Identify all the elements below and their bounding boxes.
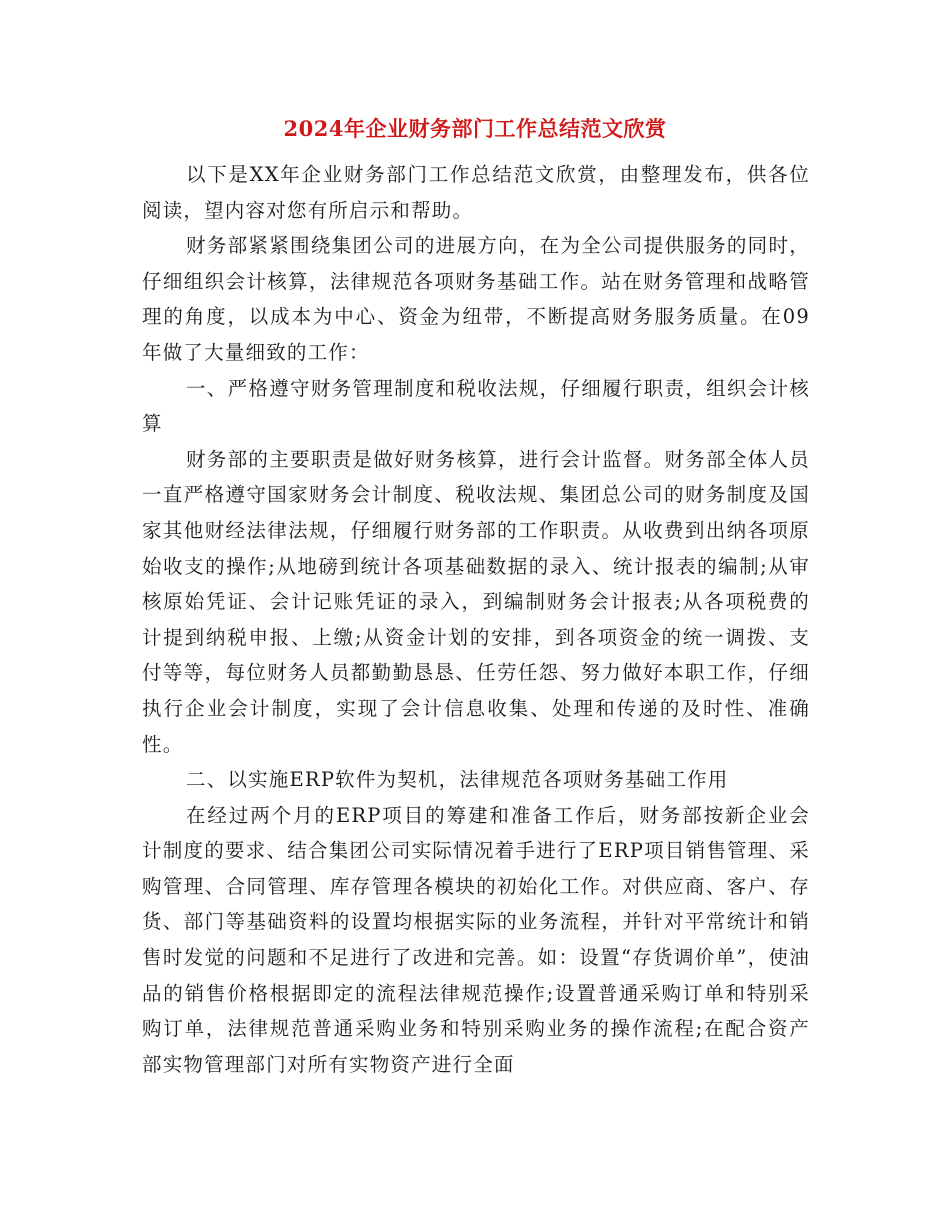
paragraph-overview: 财务部紧紧围绕集团公司的进展方向，在为全公司提供服务的同时，仔细组织会计核算，法律规范各项财务基础工作。站在财务管理和战略管理的角度，以成本为中心、资金为纽带，不断提高财务服务质量。在09年做了大量细致的工作：: [142, 234, 810, 364]
section-heading-1: 一、严格遵守财务管理制度和税收法规，仔细履行职责，组织会计核算: [142, 376, 810, 436]
document-title: 2024年企业财务部门工作总结范文欣赏: [283, 116, 667, 141]
paragraph-section-2: 在经过两个月的ERP项目的筹建和准备工作后，财务部按新企业会计制度的要求、结合集团公司实际情况着手进行了ERP项目销售管理、采购管理、合同管理、库存管理各模块的初始化工作。对供应商、客户、存货、部门等基础资料的设置均根据实际的业务流程，并针对平常统计和销售时发觉的问题和不足进行了改进和完善。如：设置“存货调价单”，使油品的销售价格根据即定的流程法律规范操作;设置普通采购订单和特别采购订单，法律规范普通采购业务和特别采购业务的操作流程;在配合资产部实物管理部门对所有实物资产进行全面: [142, 803, 810, 1076]
paragraph-section-1: 财务部的主要职责是做好财务核算，进行会计监督。财务部全体人员一直严格遵守国家财务会计制度、税收法规、集团总公司的财务制度及国家其他财经法律法规，仔细履行财务部的工作职责。从收费到出纳各项原始收支的操作;从地磅到统计各项基础数据的录入、统计报表的编制;从审核原始凭证、会计记账凭证的录入，到编制财务会计报表;从各项税费的计提到纳税申报、上缴;从资金计划的安排，到各项资金的统一调拨、支付等等，每位财务人员都勤勤恳恳、任劳任怨、努力做好本职工作，仔细执行企业会计制度，实现了会计信息收集、处理和传递的及时性、准确性。: [142, 447, 810, 756]
document-body: [142, 157, 810, 1082]
paragraph-intro: 以下是XX年企业财务部门工作总结范文欣赏，由整理发布，供各位阅读，望内容对您有所启示和帮助。: [142, 163, 810, 222]
section-heading-2: 二、以实施ERP软件为契机，法律规范各项财务基础工作用: [186, 768, 729, 792]
